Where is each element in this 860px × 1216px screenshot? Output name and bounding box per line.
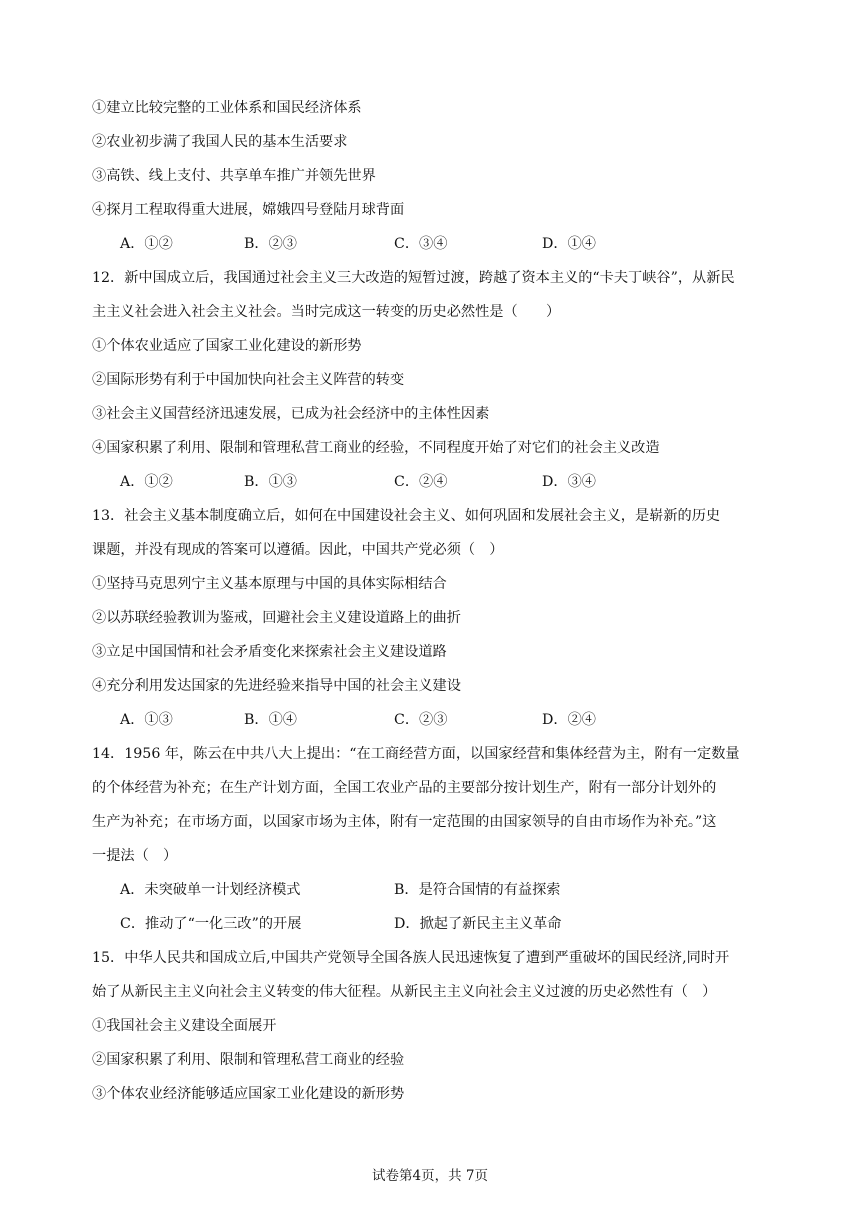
q12-stem-line-1: 12．新中国成立后，我国通过社会主义三大改造的短暂过渡，跨越了资本主义的“卡夫丁峡谷”，从新民 — [92, 270, 735, 286]
q13-item-1: ①坚持马克思列宁主义基本原理与中国的具体实际相结合 — [92, 576, 447, 592]
q14-stem-line-2: 的个体经营为补充；在生产计划方面，全国工农业产品的主要部分按计划生产，附有一部分计划外的 — [92, 780, 717, 796]
q12-item-4: ④国家积累了利用、限制和管理私营工商业的经验，不同程度开始了对它们的社会主义改造 — [92, 440, 660, 456]
q11-item-1: ①建立比较完整的工业体系和国民经济体系 — [92, 100, 362, 116]
q14-option-c: C．推动了“一化三改”的开展 — [120, 916, 302, 932]
q12-option-c: C．②④ — [394, 474, 448, 490]
q13-option-d: D．②④ — [542, 712, 596, 728]
q12-option-a: A．①② — [120, 474, 173, 490]
q11-item-2: ②农业初步满了我国人民的基本生活要求 — [92, 134, 348, 150]
q13-stem-line-1: 13．社会主义基本制度确立后，如何在中国建设社会主义、如何巩固和发展社会主义，是崭新的历史 — [92, 508, 721, 524]
q11-option-d: D．①④ — [542, 236, 596, 252]
q12-item-1: ①个体农业适应了国家工业化建设的新形势 — [92, 338, 362, 354]
q12-stem-line-2: 主主义社会进入社会主义社会。当时完成这一转变的历史必然性是（ ） — [92, 304, 561, 320]
q15-item-2: ②国家积累了利用、限制和管理私营工商业的经验 — [92, 1052, 405, 1068]
q15-stem-line-2: 始了从新民主主义向社会主义转变的伟大征程。从新民主主义向社会主义过渡的历史必然性有（ ） — [92, 984, 717, 1000]
q13-item-2: ②以苏联经验教训为鉴戒，回避社会主义建设道路上的曲折 — [92, 610, 461, 626]
q11-option-b: B．②③ — [244, 236, 297, 252]
q14-stem-line-3: 生产为补充；在市场方面，以国家市场为主体，附有一定范围的由国家领导的自由市场作为补充。”这 — [92, 814, 717, 830]
q14-option-d: D．掀起了新民主主义革命 — [394, 916, 562, 932]
q12-option-d: D．③④ — [542, 474, 596, 490]
q12-option-b: B．①③ — [244, 474, 297, 490]
q14-stem-line-1: 14．1956 年，陈云在中共八大上提出：“在工商经营方面，以国家经营和集体经营为主，附有一定数量 — [92, 746, 740, 762]
q15-item-1: ①我国社会主义建设全面展开 — [92, 1018, 277, 1034]
q13-item-4: ④充分利用发达国家的先进经验来指导中国的社会主义建设 — [92, 678, 461, 694]
q13-item-3: ③立足中国国情和社会矛盾变化来探索社会主义建设道路 — [92, 644, 447, 660]
q15-stem-line-1: 15．中华人民共和国成立后,中国共产党领导全国各族人民迅速恢复了遭到严重破坏的国民经济,同时开 — [92, 950, 730, 966]
q12-item-3: ③社会主义国营经济迅速发展，已成为社会经济中的主体性因素 — [92, 406, 490, 422]
q13-option-a: A．①③ — [120, 712, 173, 728]
q11-item-3: ③高铁、线上支付、共享单车推广并领先世界 — [92, 168, 376, 184]
q13-option-b: B．①④ — [244, 712, 297, 728]
q12-item-2: ②国际形势有利于中国加快向社会主义阵营的转变 — [92, 372, 405, 388]
q11-option-a: A．①② — [120, 236, 173, 252]
q13-stem-line-2: 课题，并没有现成的答案可以遵循。因此，中国共产党必须（ ） — [92, 542, 504, 558]
q14-option-a: A．未突破单一计划经济模式 — [120, 882, 301, 898]
q14-option-b: B．是符合国情的有益探索 — [394, 882, 561, 898]
q13-option-c: C．②③ — [394, 712, 448, 728]
q11-item-4: ④探月工程取得重大进展，嫦娥四号登陆月球背面 — [92, 202, 405, 218]
page-footer: 试卷第4页，共 7页 — [372, 1168, 488, 1184]
q15-item-3: ③个体农业经济能够适应国家工业化建设的新形势 — [92, 1086, 405, 1102]
q11-option-c: C．③④ — [394, 236, 448, 252]
q14-stem-line-4: 一提法（ ） — [92, 848, 178, 864]
